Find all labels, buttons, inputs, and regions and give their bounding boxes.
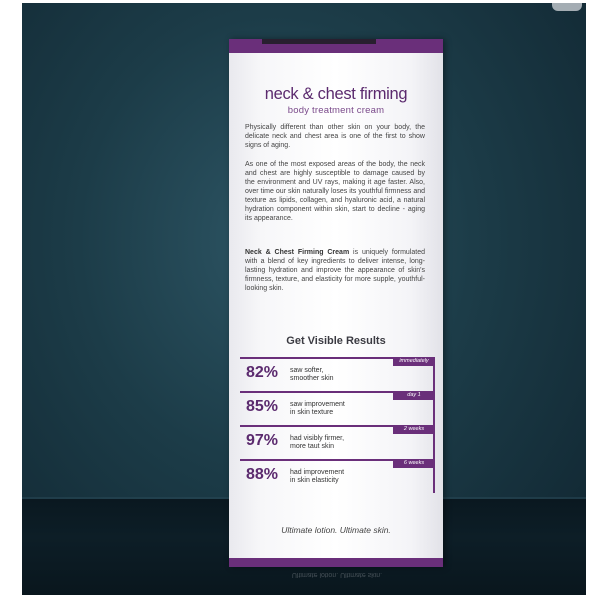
product-title: neck & chest firming [264, 85, 408, 103]
result-line-1: had visibly firmer, [290, 435, 345, 442]
timeframe-badge: 2 weeks [393, 425, 435, 434]
result-description [290, 435, 390, 451]
description-paragraph-1: Physically different than other skin on your body, the delicate neck and chest area is one of the first to show signs of aging. [245, 124, 425, 149]
box-reflection: Ultimate lotion. Ultimate skin. [291, 571, 383, 578]
result-line-2: more taut skin [290, 443, 334, 450]
result-percent: 82% [246, 364, 279, 381]
product-name-bold: Neck & Chest Firming Cream [245, 249, 350, 256]
box-top-flap [262, 39, 376, 44]
product-subtitle: body treatment cream [287, 105, 385, 116]
timeframe-badge: 6 weeks [393, 459, 435, 468]
result-line-1: saw improvement [290, 401, 345, 408]
timeframe-badge: immediately [393, 357, 435, 366]
box-top-band [229, 39, 443, 53]
paragraph-3-text: is uniquely formulated with a blend of key ingredients to deliver intense, long-lasting hydration and improve the appearance of skin's firmness, texture, and elasticity for more supple, youthful-looking skin. [245, 249, 425, 292]
timeframe-badge: day 1 [393, 391, 435, 400]
result-percent: 97% [246, 432, 279, 449]
tagline: Ultimate lotion. Ultimate skin. [281, 525, 391, 535]
product-box [229, 39, 443, 567]
result-line-1: had improvement [290, 469, 345, 476]
result-description [290, 367, 390, 383]
result-line-2: smoother skin [290, 375, 334, 382]
result-line-2: in skin texture [290, 409, 334, 416]
result-description [290, 401, 390, 417]
results-heading: Get Visible Results [286, 335, 386, 347]
result-percent: 85% [246, 398, 279, 415]
result-stat [240, 425, 435, 459]
result-line-1: saw softer, [290, 367, 324, 374]
result-stat [240, 391, 435, 425]
result-stat [240, 459, 435, 493]
description-paragraph-3 [245, 248, 425, 293]
box-bottom-band [229, 558, 443, 567]
result-line-2: in skin elasticity [290, 477, 339, 484]
photo-backdrop [22, 3, 586, 595]
result-stat [240, 357, 435, 391]
result-percent: 88% [246, 466, 279, 483]
result-description [290, 469, 390, 485]
corner-tab [552, 3, 582, 11]
description-paragraph-2: As one of the most exposed areas of the body, the neck and chest are highly susceptible to damage caused by the environment and UV rays, making it age faster. Also, over time our skin naturally loses its youthful firmness and texture as lipids, collagen, and hyaluronic acid, a natural hydration component within skin, start to decline - aging its appearance. [245, 161, 425, 222]
